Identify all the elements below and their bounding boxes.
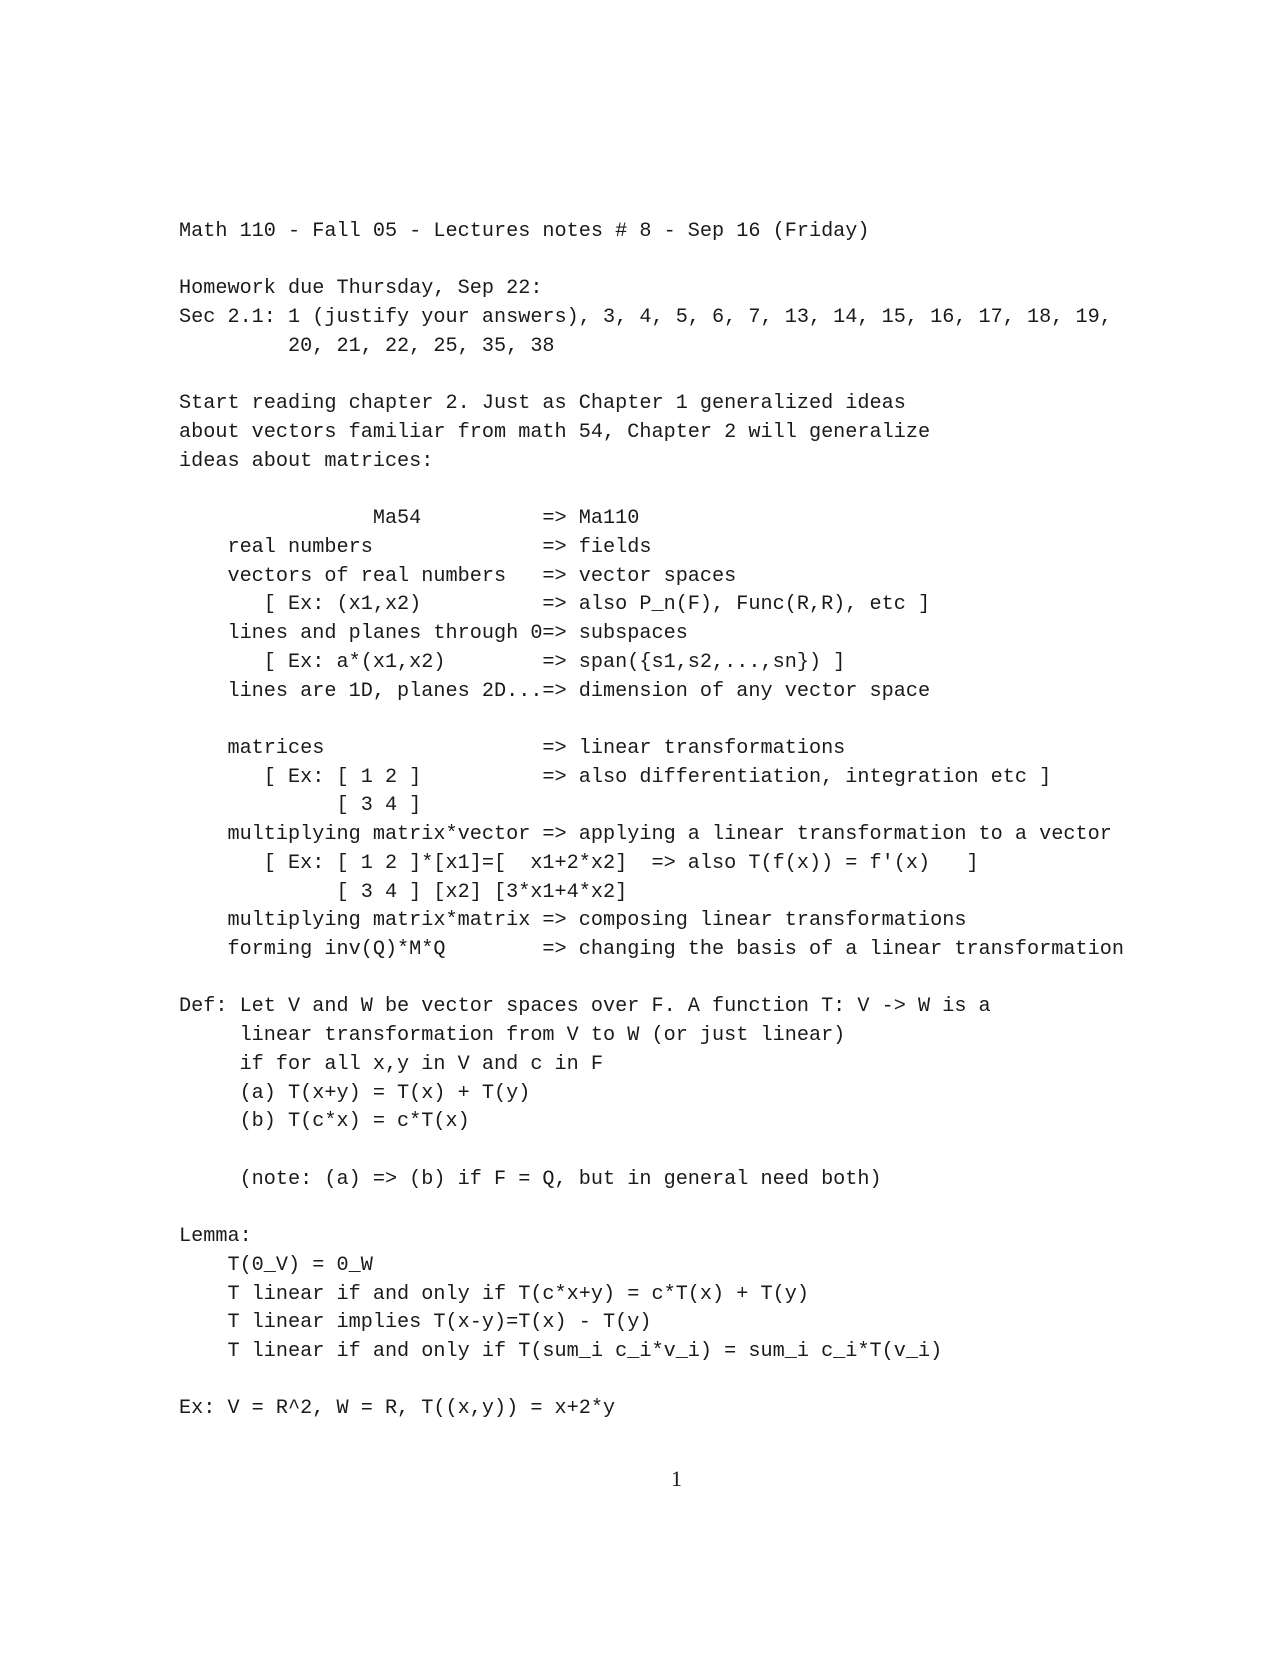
text-line (179, 706, 1124, 735)
text-line: vectors of real numbers => vector spaces (179, 564, 737, 588)
page-number: 1 (671, 1466, 682, 1491)
text-line: (b) T(c*x) = c*T(x) (179, 1110, 470, 1134)
text-line (179, 965, 1124, 994)
homework-heading: Homework due Thursday, Sep 22: (179, 277, 543, 301)
text-line: matrices => linear transformations (179, 736, 846, 760)
lemma-heading: Lemma: (179, 1225, 252, 1249)
homework-problems-line-1: Sec 2.1: 1 (justify your answers), 3, 4, 5, 6, 7, 13, 14, 15, 16, 17, 18, 19, (179, 306, 1112, 330)
example-line: Ex: V = R^2, W = R, T((x,y)) = x+2*y (179, 1397, 616, 1421)
text-line: linear transformation from V to W (or just linear) (179, 1024, 846, 1048)
text-line: [ 3 4 ] (179, 794, 422, 818)
homework-problems-line-2: 20, 21, 22, 25, 35, 38 (179, 334, 555, 358)
text-line: (a) T(x+y) = T(x) + T(y) (179, 1081, 531, 1105)
definition-note: (note: (a) => (b) if F = Q, but in general need both) (179, 1167, 882, 1191)
text-line (179, 1137, 1124, 1166)
text-line (179, 247, 1124, 276)
text-line: T linear if and only if T(sum_i c_i*v_i) = sum_i c_i*T(v_i) (179, 1340, 943, 1364)
text-line: lines are 1D, planes 2D...=> dimension of any vector space (179, 679, 931, 703)
text-line: [ Ex: (x1,x2) => also P_n(F), Func(R,R), etc ] (179, 593, 931, 617)
text-line: multiplying matrix*matrix => composing linear transformations (179, 909, 967, 933)
reading-intro-line-1: Start reading chapter 2. Just as Chapter 1 generalized ideas (179, 392, 906, 416)
text-line: multiplying matrix*vector => applying a linear transformation to a vector (179, 823, 1112, 847)
text-line: [ Ex: a*(x1,x2) => span({s1,s2,...,sn}) ] (179, 650, 846, 674)
text-line: T linear implies T(x-y)=T(x) - T(y) (179, 1311, 652, 1335)
text-line: [ Ex: [ 1 2 ] => also differentiation, integration etc ] (179, 765, 1052, 789)
reading-intro-line-3: ideas about matrices: (179, 449, 434, 473)
document-title: Math 110 - Fall 05 - Lectures notes # 8 - Sep 16 (Friday) (179, 220, 870, 243)
text-line: lines and planes through 0=> subspaces (179, 622, 688, 646)
text-line: [ 3 4 ] [x2] [3*x1+4*x2] (179, 880, 628, 904)
definition-line-1: Def: Let V and W be vector spaces over F. A function T: V -> W is a (179, 995, 991, 1019)
text-line (179, 1194, 1124, 1223)
text-line: T linear if and only if T(c*x+y) = c*T(x) + T(y) (179, 1282, 809, 1306)
text-line (179, 362, 1124, 391)
text-line: forming inv(Q)*M*Q => changing the basis of a linear transformation (179, 937, 1124, 961)
text-line: if for all x,y in V and c in F (179, 1052, 604, 1076)
text-line (179, 476, 1124, 505)
text-line: [ Ex: [ 1 2 ]*[x1]=[ x1+2*x2] => also T(f(x)) = f'(x) ] (179, 851, 979, 875)
reading-intro-line-2: about vectors familiar from math 54, Chapter 2 will generalize (179, 421, 931, 445)
text-line: real numbers => fields (179, 535, 652, 559)
text-line (179, 1367, 1124, 1396)
comparison-table-header: Ma54 => Ma110 (179, 507, 640, 531)
text-line: T(0_V) = 0_W (179, 1253, 373, 1277)
lecture-notes-body (179, 218, 1124, 1424)
